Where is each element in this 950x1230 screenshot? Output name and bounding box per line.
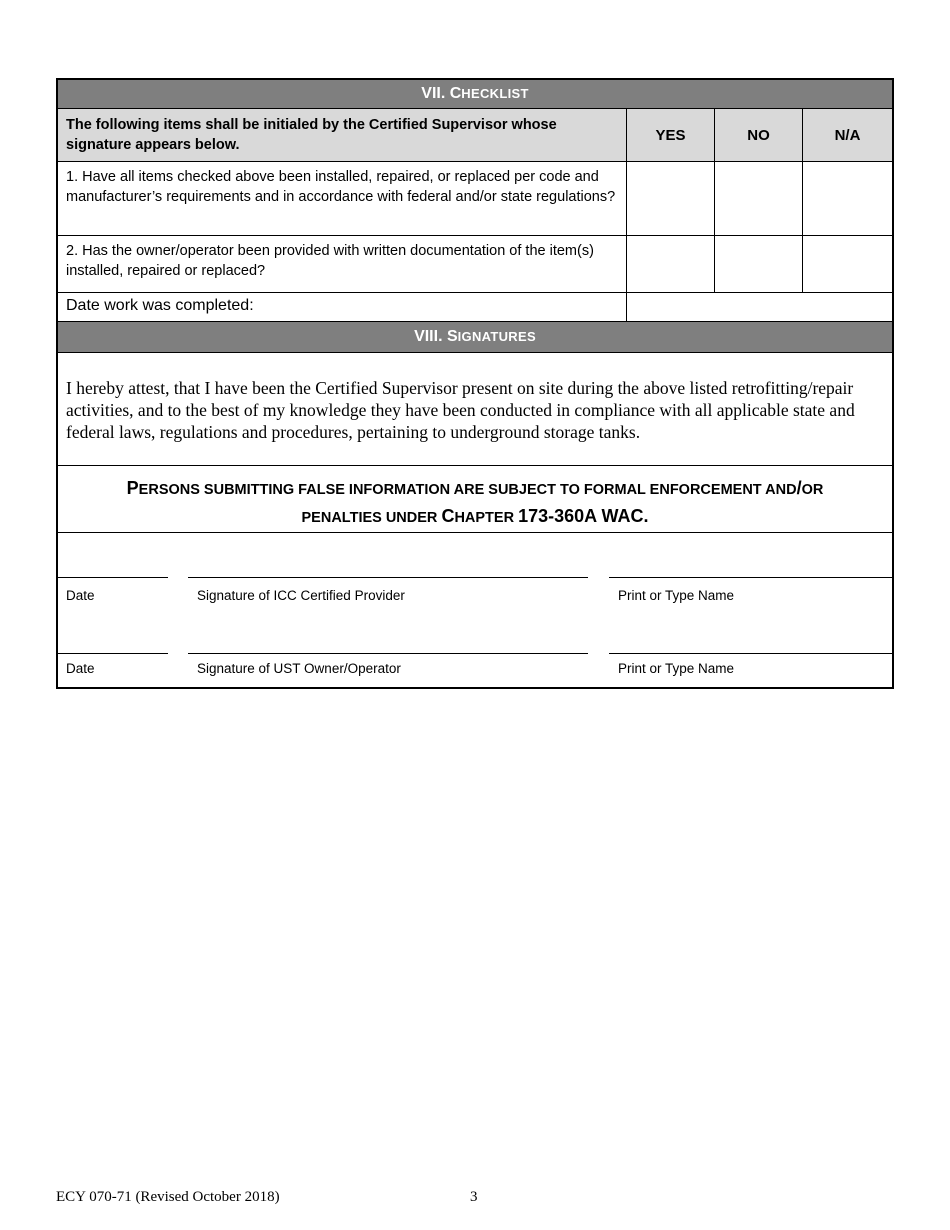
item2-no-field[interactable]: [715, 236, 803, 292]
checklist-item-row: [58, 236, 892, 293]
warning-text: /: [796, 478, 802, 498]
item1-na-field[interactable]: [803, 162, 892, 235]
warning-text: P: [126, 478, 139, 498]
provider-name-line[interactable]: [609, 577, 894, 578]
checklist-column-header-row: [58, 109, 892, 162]
checklist-instruction: The following items shall be initialed by the Certified Supervisor whose signature appears below.: [58, 109, 627, 161]
provider-date-line[interactable]: [58, 577, 168, 578]
owner-signature-label: Signature of UST Owner/Operator: [197, 661, 401, 676]
warning-text: HAPTER: [454, 510, 519, 526]
provider-date-label: Date: [66, 588, 95, 603]
item1-no-field[interactable]: [715, 162, 803, 235]
owner-date-line[interactable]: [58, 653, 168, 654]
attestation-statement: I hereby attest, that I have been the Certified Supervisor present on site during the above listed retrofitting/repair activities, and to the best of my knowledge they have been conducted in compliance with all applicable state and federal laws, regulations and procedures, pertaining to underground storage tanks.: [58, 353, 892, 466]
checklist-question-2: 2. Has the owner/operator been provided with written documentation of the item(s) installed, repaired or replaced?: [58, 236, 627, 292]
checklist-question-1: 1. Have all items checked above been installed, repaired, or replaced per code and manufacturer’s requirements and in accordance with federal and/or state regulations?: [58, 162, 627, 235]
footer-page-number: 3: [470, 1189, 478, 1205]
footer-form-id: ECY 070-71 (Revised October 2018): [56, 1189, 280, 1205]
item2-na-field[interactable]: [803, 236, 892, 292]
provider-signature-label: Signature of ICC Certified Provider: [197, 588, 405, 603]
date-completed-field[interactable]: [627, 293, 892, 321]
column-yes: YES: [627, 109, 715, 161]
signatures-header-rest: IGNATURES: [457, 329, 536, 344]
owner-signature-line[interactable]: [188, 653, 588, 654]
owner-name-label: Print or Type Name: [618, 661, 735, 676]
warning-text: C: [441, 506, 455, 526]
warning-text: ERSONS SUBMITTING FALSE INFORMATION ARE SUBJECT TO FORMAL ENFORCEMENT AND: [138, 482, 797, 498]
checklist-header-prefix: VII. C: [421, 85, 462, 102]
checklist-item-row: [58, 162, 892, 236]
date-completed-row: [58, 293, 892, 322]
warning-text: PENALTIES UNDER: [301, 510, 442, 526]
provider-signature-line[interactable]: [188, 577, 588, 578]
signatures-header-prefix: VIII. S: [414, 328, 458, 345]
false-information-warning: [58, 466, 892, 533]
warning-text: 173-360A WAC.: [518, 506, 649, 526]
warning-text: OR: [801, 482, 824, 498]
owner-date-label: Date: [66, 661, 95, 676]
column-no: NO: [715, 109, 803, 161]
date-completed-label: Date work was completed:: [58, 293, 627, 321]
owner-name-line[interactable]: [609, 653, 894, 654]
signature-block: [58, 533, 892, 687]
column-na: N/A: [834, 126, 861, 144]
form-container: [56, 78, 894, 689]
checklist-section-header: [58, 80, 892, 109]
checklist-header-rest: HECKLIST: [461, 86, 529, 101]
item2-yes-field[interactable]: [627, 236, 715, 292]
provider-name-label: Print or Type Name: [618, 588, 735, 603]
item1-yes-field[interactable]: [627, 162, 715, 235]
signatures-section-header: [58, 321, 892, 353]
